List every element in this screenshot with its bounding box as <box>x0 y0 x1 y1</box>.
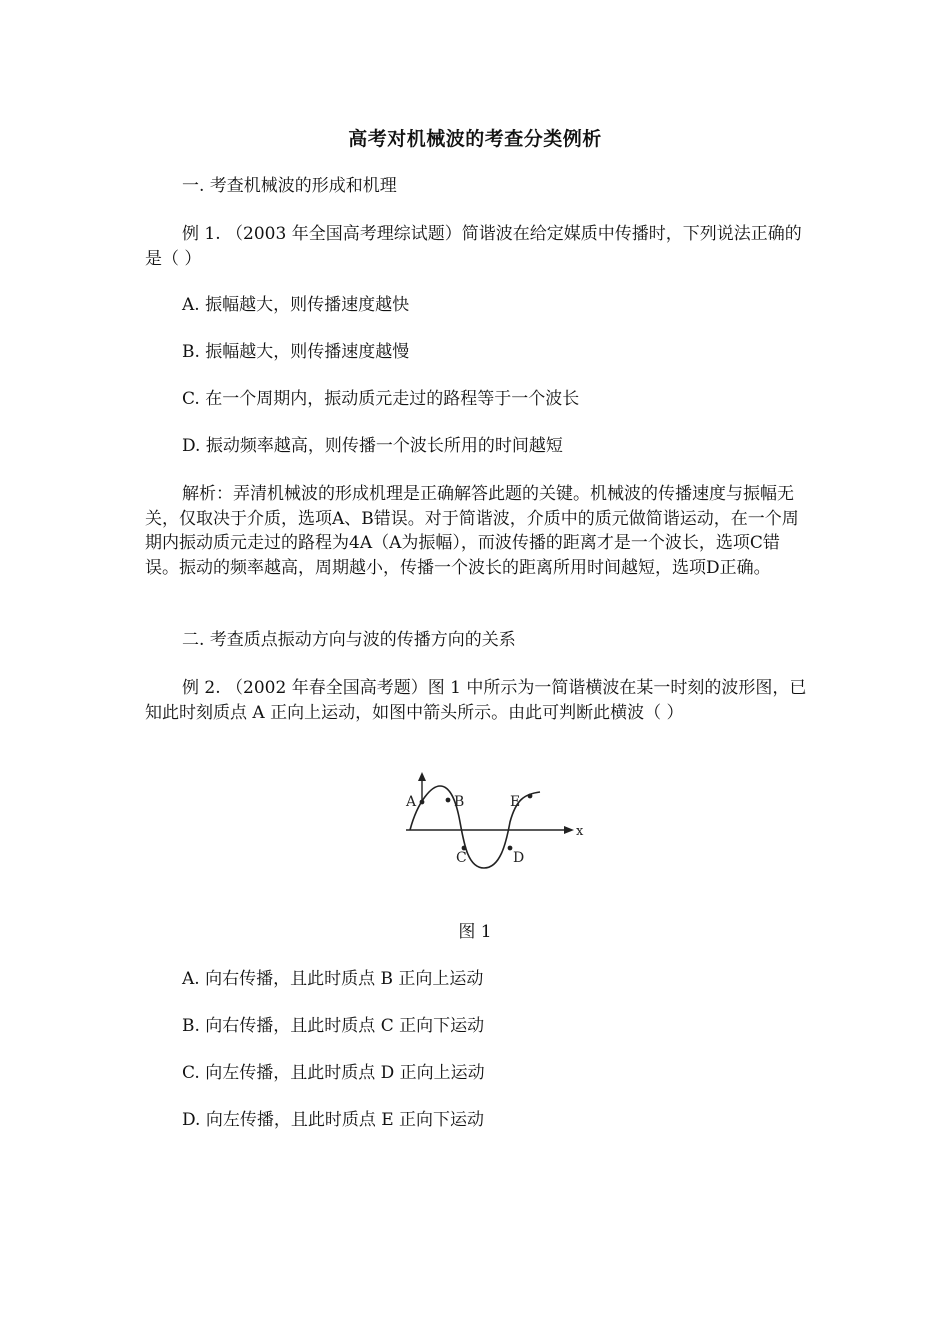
example-1-option-d: D. 振动频率越高，则传播一个波长所用的时间越短 <box>182 436 563 456</box>
example-1-analysis: 解析：弄清机械波的形成机理是正确解答此题的关键。机械波的传播速度与振幅无关，仅取决于介质，选项A、B错误。对于简谐波，介质中的质元做简谐运动，在一个周期内振动质元走过的路程为4A（A为振幅），而波传播的距离才是一个波长，选项C错误。振动的频率越高，周期越小，传播一个波长的距离所用时间越短，选项D正确。 <box>145 484 799 578</box>
label-d: D <box>513 850 525 866</box>
point-d <box>508 846 513 851</box>
label-b: B <box>454 794 465 810</box>
example-1-option-c: C. 在一个周期内，振动质元走过的路程等于一个波长 <box>182 389 580 409</box>
example-1-option-a: A. 振幅越大，则传播速度越快 <box>182 295 410 315</box>
example-2-option-b: B. 向右传播，且此时质点 C 正向下运动 <box>182 1016 485 1036</box>
example-2-stem: 例 2. （2002 年春全国高考题）图 1 中所示为一简谐横波在某一时刻的波形图，已知此时刻质点 A 正向上运动，如图中箭头所示。由此可判断此横波（ ） <box>145 678 807 723</box>
point-e <box>528 794 533 799</box>
example-1-option-b: B. 振幅越大，则传播速度越慢 <box>182 342 410 362</box>
example-2-option-d: D. 向左传播，且此时质点 E 正向下运动 <box>182 1110 485 1130</box>
figure-caption: 图 1 <box>458 922 492 942</box>
velocity-arrow-head <box>418 772 426 781</box>
point-a <box>420 800 425 805</box>
example-2-option-c: C. 向左传播，且此时质点 D 正向上运动 <box>182 1063 485 1083</box>
section-heading-2: 二. 考查质点振动方向与波的传播方向的关系 <box>182 630 516 650</box>
label-e: E <box>510 794 521 810</box>
axis-label-x: x <box>576 824 584 839</box>
label-a: A <box>406 794 417 810</box>
point-b <box>446 798 451 803</box>
example-2-option-a: A. 向右传播，且此时质点 B 正向上运动 <box>182 969 484 989</box>
section-heading-1: 一. 考查机械波的形成和机理 <box>182 176 397 196</box>
x-axis-arrow <box>564 826 574 834</box>
label-c: C <box>456 850 467 866</box>
example-1-stem: 例 1. （2003 年全国高考理综试题）简谐波在给定媒质中传播时，下列说法正确的是（ ） <box>145 224 802 269</box>
page-title: 高考对机械波的考查分类例析 <box>348 128 602 150</box>
wave-figure <box>398 772 588 876</box>
